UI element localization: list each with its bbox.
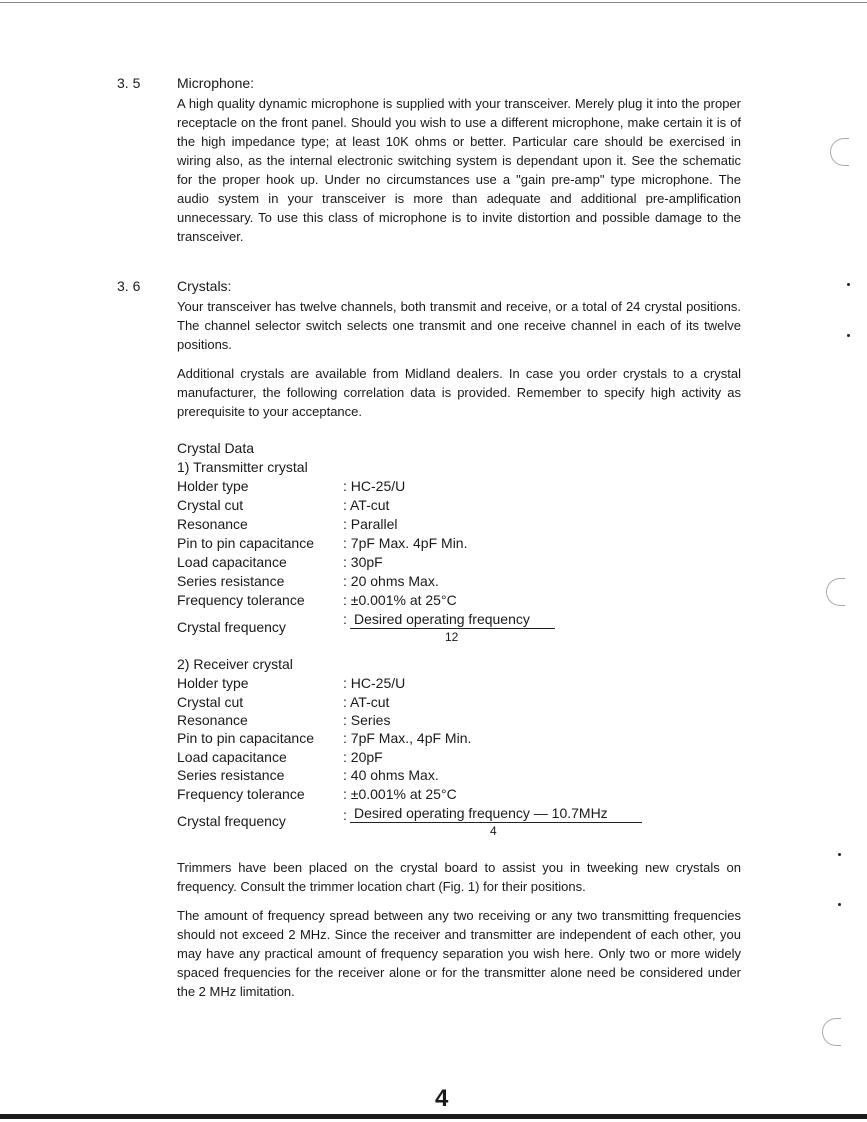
fraction-denominator: 4	[490, 824, 497, 838]
section-number: 3. 5	[117, 75, 141, 91]
fraction-bar	[350, 822, 642, 823]
spec-value: : AT-cut	[343, 694, 390, 710]
page-number: 4	[435, 1085, 449, 1112]
fraction-numerator: Desired operating frequency	[354, 611, 530, 627]
binder-hole-bottom	[822, 1018, 841, 1046]
spec-label: Load capacitance	[177, 749, 287, 765]
crystal-data-heading: Crystal Data	[177, 440, 255, 456]
spec-label: Holder type	[177, 478, 249, 494]
spec-label: Load capacitance	[177, 554, 287, 570]
spec-label: Crystal frequency	[177, 619, 286, 635]
section-paragraph: Additional crystals are available from Midland dealers. In case you order crystals to a crystal manufacturer, the following correlation data is provided. Remember to specify high activity as prerequisite to your acceptance.	[177, 366, 741, 419]
receiver-heading: 2) Receiver crystal	[177, 656, 293, 672]
binder-hole-middle	[826, 578, 845, 606]
section-title: Microphone:	[177, 75, 255, 91]
spec-label: Resonance	[177, 712, 248, 728]
spec-value: : 30pF	[343, 554, 383, 570]
spec-label: Crystal frequency	[177, 813, 286, 829]
section-number: 3. 6	[117, 278, 141, 294]
spec-value: : ±0.001% at 25°C	[343, 786, 457, 802]
closing-paragraph: Trimmers have been placed on the crystal board to assist you in tweeking new crystals on frequency. Consult the trimmer location chart (Fig. 1) for their positions.	[177, 860, 741, 894]
binder-hole-top	[830, 138, 849, 166]
transmitter-heading: 1) Transmitter crystal	[177, 459, 308, 475]
spec-value: : 7pF Max., 4pF Min.	[343, 730, 472, 746]
fraction-prefix: :	[343, 611, 347, 627]
spec-label: Series resistance	[177, 573, 285, 589]
spec-value: : ±0.001% at 25°C	[343, 592, 457, 608]
margin-mark	[847, 283, 850, 286]
spec-label: Holder type	[177, 675, 249, 691]
spec-value: : 40 ohms Max.	[343, 767, 439, 783]
margin-mark	[847, 334, 850, 337]
bottom-rule	[0, 1114, 867, 1119]
spec-label: Resonance	[177, 516, 248, 532]
top-rule	[0, 2, 867, 3]
spec-label: Series resistance	[177, 767, 285, 783]
fraction-bar	[350, 628, 555, 629]
section-paragraph: A high quality dynamic microphone is supplied with your transceiver. Merely plug it into the proper receptacle on the front panel. Should you wish to use a different microphone, make certain it is of the high impedance type; at least 10K ohms or better. Particular care should be exercised in wiring also, as the internal electronic switching system is dependant upon it. See the schematic for the proper hook up. Under no circumstances use a "gain pre-amp" type microphone. The audio system in your transceiver is more than adequate and additional pre-amplification unnecessary. To use this class of microphone is to invite distortion and possible damage to the transceiver.	[177, 96, 741, 244]
margin-mark	[838, 903, 841, 906]
spec-value: : HC-25/U	[343, 478, 406, 494]
fraction-denominator: 12	[445, 630, 459, 644]
margin-mark	[838, 853, 841, 856]
spec-label: Crystal cut	[177, 497, 244, 513]
spec-value: : 20 ohms Max.	[343, 573, 439, 589]
spec-value: : 7pF Max. 4pF Min.	[343, 535, 468, 551]
section-paragraph: Your transceiver has twelve channels, both transmit and receive, or a total of 24 crystal positions. The channel selector switch selects one transmit and one receive channel in each of its twelve positions.	[177, 299, 741, 352]
spec-value: : 20pF	[343, 749, 383, 765]
fraction-numerator: Desired operating frequency — 10.7MHz	[354, 805, 608, 821]
spec-label: Pin to pin capacitance	[177, 730, 314, 746]
spec-value: : HC-25/U	[343, 675, 406, 691]
spec-value: : Parallel	[343, 516, 398, 532]
spec-value: : AT-cut	[343, 497, 390, 513]
closing-paragraph: The amount of frequency spread between any two receiving or any two transmitting frequencies should not exceed 2 MHz. Since the receiver and transmitter are independent of each other, you may have any practical amount of frequency separation you wish here. Only two or more widely spaced frequencies for the receiver alone or for the transmitter alone need be considered under the 2 MHz limitation.	[177, 908, 741, 999]
spec-label: Crystal cut	[177, 694, 244, 710]
spec-value: : Series	[343, 712, 391, 728]
fraction-prefix: :	[343, 807, 347, 823]
section-title: Crystals:	[177, 278, 232, 294]
spec-label: Pin to pin capacitance	[177, 535, 314, 551]
spec-label: Frequency tolerance	[177, 786, 305, 802]
spec-label: Frequency tolerance	[177, 592, 305, 608]
